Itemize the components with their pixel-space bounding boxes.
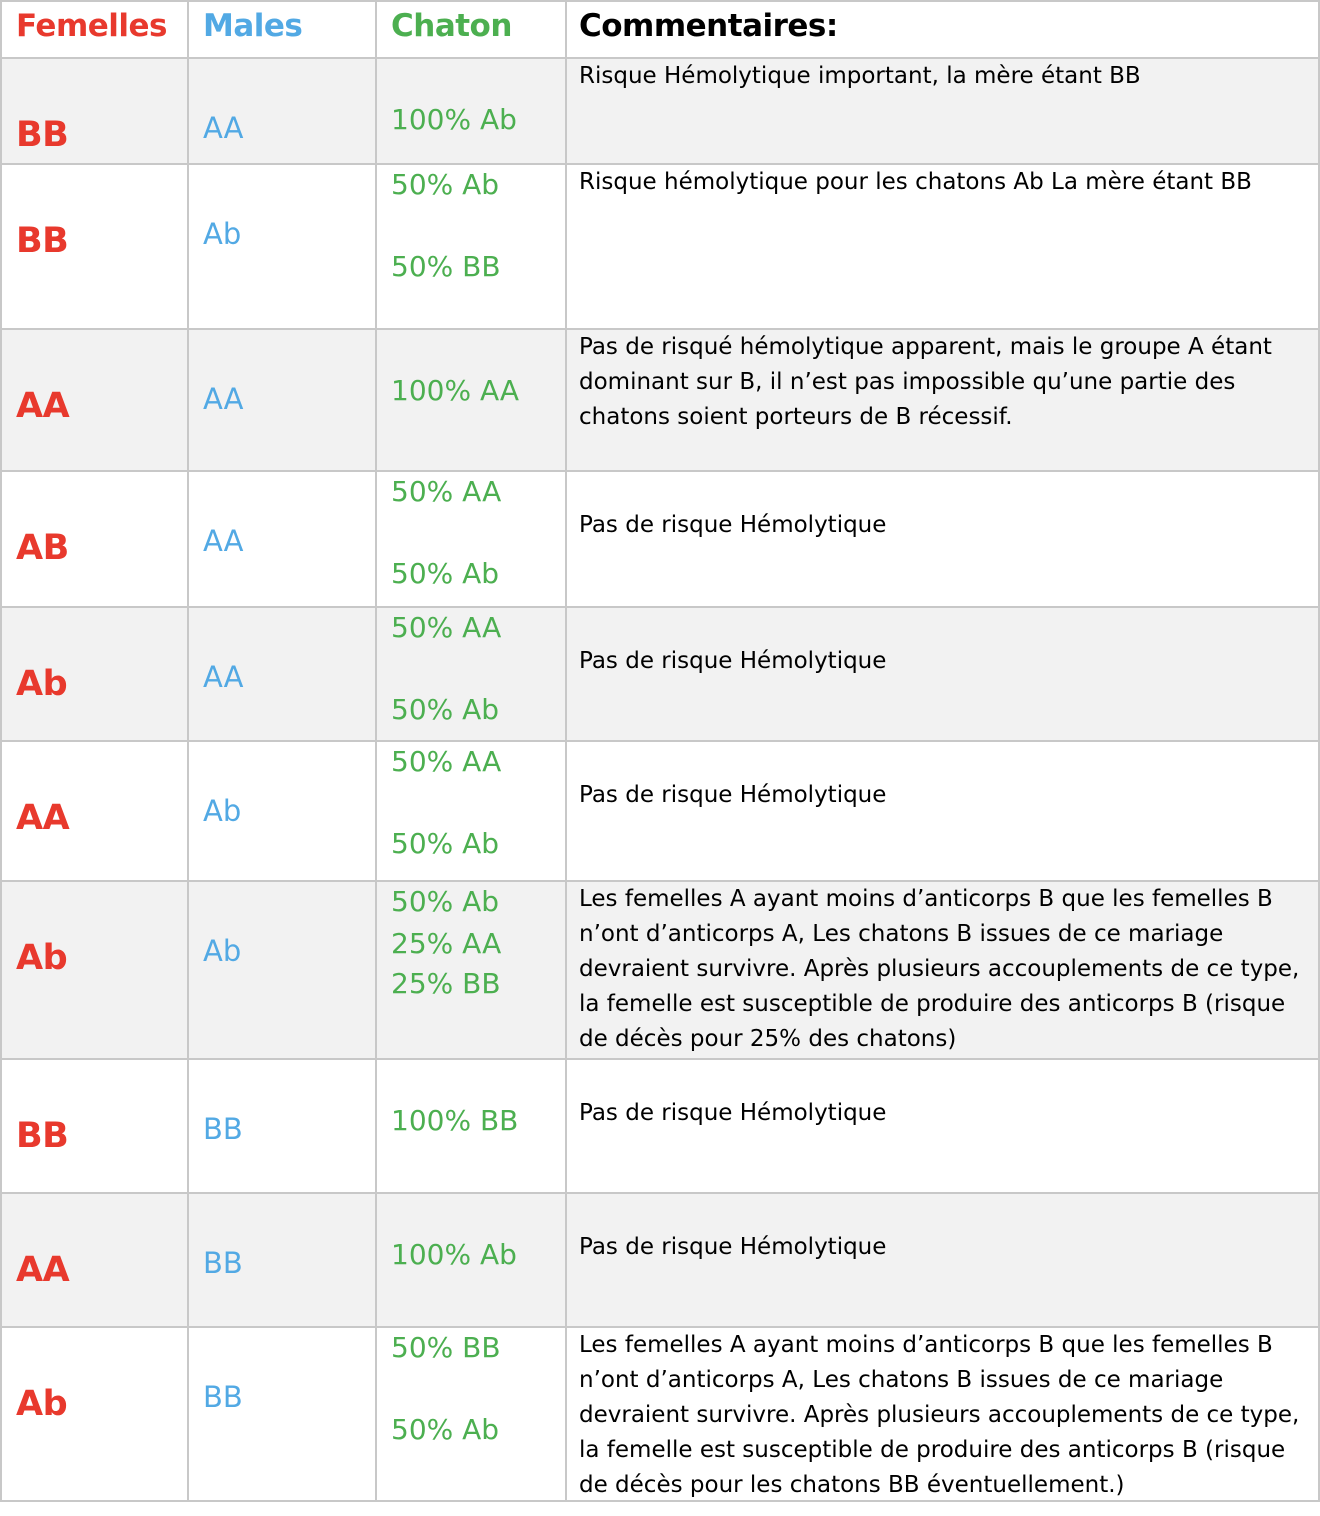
- femelle-value: AA: [16, 798, 70, 838]
- header-males: Males: [188, 1, 376, 58]
- table-row: [1, 881, 1319, 1059]
- chaton-value: 100% BB: [391, 1104, 519, 1137]
- femelle-value: BB: [16, 1116, 69, 1156]
- male-cell: [188, 471, 376, 607]
- commentaire-text: Les femelles A ayant moins d’anticorps B que les femelles B n’ont d’anticorps A, Les chatons B issues de ce mariage devraient survivre. Après plusieurs accouplements de ce type, la femelle est susceptible de produire des anticorps B (risque de décès pour les chatons BB éventuellement.): [579, 1332, 1300, 1498]
- chaton-cell: [376, 471, 566, 607]
- chaton-value: 50% AA: [391, 475, 502, 508]
- chaton-cell: [376, 607, 566, 741]
- commentaire-text: Risque hémolytique pour les chatons Ab La mère étant BB: [579, 169, 1252, 195]
- male-value: BB: [203, 1112, 243, 1146]
- femelle-cell: [1, 607, 188, 741]
- male-value: BB: [203, 1380, 243, 1414]
- commentaire-cell: [566, 881, 1319, 1059]
- femelle-value: AB: [16, 528, 69, 568]
- commentaire-text: Pas de risque Hémolytique: [579, 1234, 887, 1260]
- header-femelles: Femelles: [1, 1, 188, 58]
- chaton-value: 50% BB: [391, 1331, 501, 1364]
- chaton-cell: [376, 1193, 566, 1327]
- chaton-cell: [376, 1327, 566, 1501]
- table-row: [1, 471, 1319, 607]
- male-value: AA: [203, 660, 244, 694]
- chaton-value: 25% AA: [391, 927, 502, 960]
- male-value: Ab: [203, 217, 242, 251]
- male-cell: [188, 164, 376, 329]
- femelle-value: BB: [16, 115, 69, 155]
- femelle-value: BB: [16, 221, 69, 261]
- commentaire-cell: [566, 471, 1319, 607]
- male-value: AA: [203, 382, 244, 416]
- chaton-cell: [376, 58, 566, 164]
- commentaire-cell: [566, 1327, 1319, 1501]
- commentaire-text: Pas de risque Hémolytique: [579, 648, 887, 674]
- chaton-value: 100% AA: [391, 374, 520, 407]
- femelle-value: Ab: [16, 664, 68, 704]
- male-value: BB: [203, 1246, 243, 1280]
- male-cell: [188, 1193, 376, 1327]
- chaton-value: 50% AA: [391, 745, 502, 778]
- femelle-cell: [1, 329, 188, 471]
- table-row: [1, 58, 1319, 164]
- table-row: [1, 741, 1319, 881]
- femelle-cell: [1, 1059, 188, 1193]
- table-row: [1, 1327, 1319, 1501]
- chaton-value: 50% BB: [391, 250, 501, 283]
- femelle-cell: [1, 164, 188, 329]
- femelle-cell: [1, 741, 188, 881]
- chaton-value: 50% Ab: [391, 1413, 500, 1446]
- commentaire-cell: [566, 329, 1319, 471]
- header-row: [1, 1, 1319, 58]
- chaton-value: 50% Ab: [391, 885, 500, 918]
- femelle-value: AA: [16, 386, 70, 426]
- femelle-cell: [1, 58, 188, 164]
- femelle-value: Ab: [16, 938, 68, 978]
- table-row: [1, 1059, 1319, 1193]
- chaton-value: 100% Ab: [391, 1238, 517, 1271]
- commentaire-cell: [566, 607, 1319, 741]
- table-row: [1, 1193, 1319, 1327]
- commentaire-cell: [566, 164, 1319, 329]
- commentaire-cell: [566, 741, 1319, 881]
- male-value: AA: [203, 111, 244, 145]
- chaton-cell: [376, 164, 566, 329]
- commentaire-text: Pas de risque Hémolytique: [579, 512, 887, 538]
- male-cell: [188, 58, 376, 164]
- commentaire-text: Pas de risque Hémolytique: [579, 1100, 887, 1126]
- femelle-cell: [1, 1193, 188, 1327]
- chaton-value: 50% AA: [391, 611, 502, 644]
- table-row: [1, 329, 1319, 471]
- male-value: AA: [203, 524, 244, 558]
- commentaire-cell: [566, 58, 1319, 164]
- chaton-value: 50% Ab: [391, 693, 500, 726]
- male-cell: [188, 881, 376, 1059]
- male-cell: [188, 329, 376, 471]
- chaton-value: 50% Ab: [391, 827, 500, 860]
- chaton-cell: [376, 329, 566, 471]
- header-chaton: Chaton: [376, 1, 566, 58]
- table-row: [1, 164, 1319, 329]
- femelle-value: Ab: [16, 1384, 68, 1424]
- commentaire-cell: [566, 1059, 1319, 1193]
- commentaire-cell: [566, 1193, 1319, 1327]
- commentaire-text: Risque Hémolytique important, la mère étant BB: [579, 63, 1141, 89]
- table-row: [1, 607, 1319, 741]
- femelle-cell: [1, 1327, 188, 1501]
- chaton-cell: [376, 741, 566, 881]
- male-cell: [188, 1327, 376, 1501]
- chaton-cell: [376, 881, 566, 1059]
- commentaire-text: Pas de risque Hémolytique: [579, 782, 887, 808]
- commentaire-text: Pas de risqué hémolytique apparent, mais le groupe A étant dominant sur B, il n’est pas impossible qu’une partie des chatons soient porteurs de B récessif.: [579, 334, 1272, 430]
- femelle-cell: [1, 471, 188, 607]
- chaton-value: 50% Ab: [391, 557, 500, 590]
- femelle-value: AA: [16, 1250, 70, 1290]
- chaton-value: 25% BB: [391, 967, 501, 1000]
- male-value: Ab: [203, 934, 242, 968]
- header-commentaires: Commentaires:: [566, 1, 1319, 58]
- chaton-cell: [376, 1059, 566, 1193]
- male-cell: [188, 607, 376, 741]
- male-cell: [188, 741, 376, 881]
- male-value: Ab: [203, 794, 242, 828]
- chaton-value: 100% Ab: [391, 103, 517, 136]
- commentaire-text: Les femelles A ayant moins d’anticorps B que les femelles B n’ont d’anticorps A, Les chatons B issues de ce mariage devraient survivre. Après plusieurs accouplements de ce type, la femelle est susceptible de produire des anticorps B (risque de décès pour 25% des chatons): [579, 886, 1300, 1052]
- femelle-cell: [1, 881, 188, 1059]
- male-cell: [188, 1059, 376, 1193]
- chaton-value: 50% Ab: [391, 168, 500, 201]
